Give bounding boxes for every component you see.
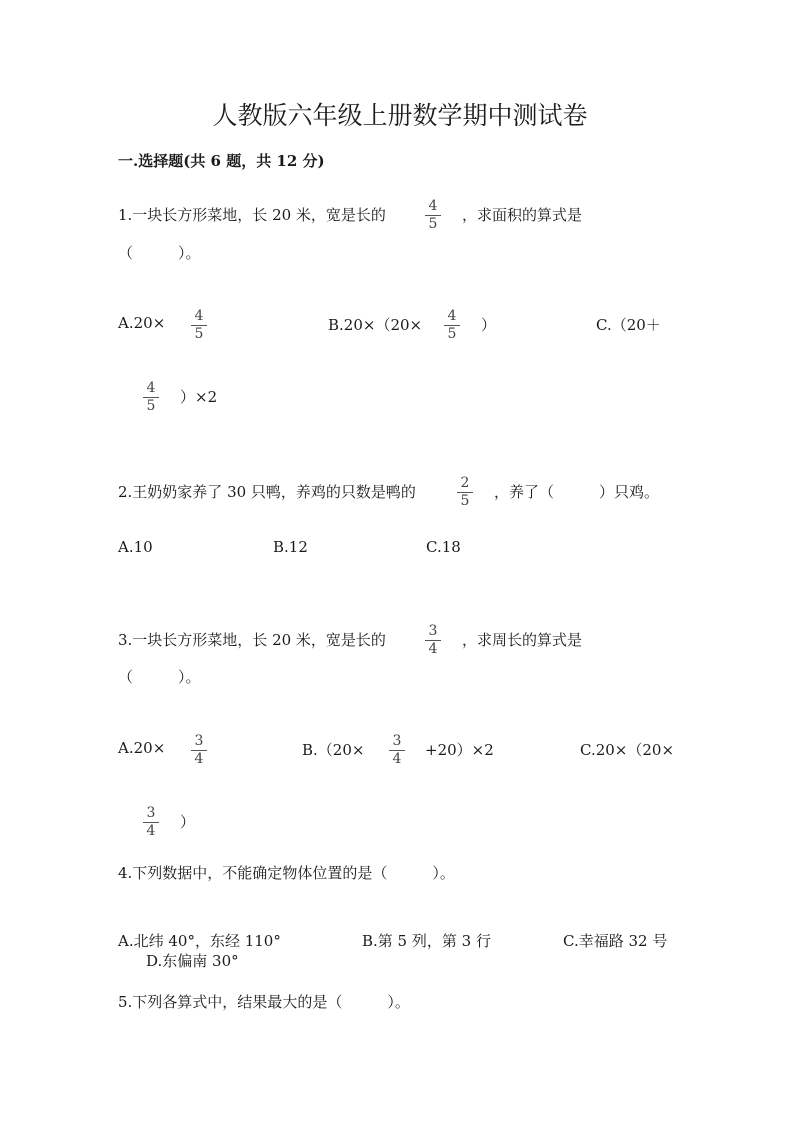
page-title: 人教版六年级上册数学期中测试卷 (212, 101, 588, 130)
q1-stem-fraction (423, 199, 443, 232)
q3-option-b: B.（20× (302, 741, 365, 759)
q3-answer-blank: （ ）。 (118, 668, 201, 686)
section-heading: 一.选择题(共 6 题，共 12 分) (118, 152, 325, 170)
fraction-numerator: 4 (194, 308, 204, 324)
fraction-denominator: 4 (428, 641, 438, 657)
q3-option-c-fraction (141, 806, 161, 839)
fraction-denominator: 4 (194, 751, 204, 767)
q1-option-a-fraction (189, 309, 209, 342)
q1-option-c-fraction (141, 381, 161, 414)
q3-option-a-fraction (189, 734, 209, 767)
q1-option-a: A.20× (118, 314, 166, 332)
q3-option-c: C.20×（20× (580, 741, 675, 759)
q4-option-a: A.北纬 40°，东经 110° (118, 932, 281, 950)
fraction-numerator: 3 (194, 733, 204, 749)
fraction-numerator: 4 (146, 380, 156, 396)
q5-stem: 5.下列各算式中，结果最大的是（ ）。 (118, 993, 410, 1011)
q1-option-b: B.20×（20× (328, 316, 423, 334)
fraction-denominator: 4 (392, 751, 402, 767)
q3-stem-part1: 3.一块长方形菜地，长 20 米，宽是长的 (118, 631, 386, 649)
q1-stem-part1: 1.一块长方形菜地，长 20 米，宽是长的 (118, 206, 386, 224)
q3-stem-part2: ，求周长的算式是 (462, 631, 583, 649)
q2-option-a: A.10 (118, 538, 153, 556)
fraction-denominator: 5 (428, 216, 438, 232)
fraction-denominator: 5 (447, 326, 457, 342)
q1-option-b-end: ） (481, 316, 497, 334)
q4-stem: 4.下列数据中，不能确定物体位置的是（ ）。 (118, 864, 455, 882)
q2-stem-part1: 2.王奶奶家养了 30 只鸭，养鸡的只数是鸭的 (118, 483, 416, 501)
fraction-numerator: 4 (447, 308, 457, 324)
fraction-numerator: 3 (392, 733, 402, 749)
q3-option-c-end: ） (180, 813, 196, 831)
fraction-denominator: 4 (146, 823, 156, 839)
q2-option-b: B.12 (273, 538, 308, 556)
q2-stem-part2: ，养了（ ）只鸡。 (494, 483, 660, 501)
fraction-numerator: 3 (428, 623, 438, 639)
q3-stem-fraction (423, 624, 443, 657)
fraction-numerator: 4 (428, 198, 438, 214)
q1-stem-part2: ，求面积的算式是 (462, 206, 583, 224)
fraction-denominator: 5 (194, 326, 204, 342)
q1-answer-blank: （ ）。 (118, 244, 201, 262)
q4-option-d: D.东偏南 30° (146, 952, 239, 970)
fraction-numerator: 2 (460, 475, 470, 491)
q1-option-b-fraction (442, 309, 462, 342)
q4-option-b: B.第 5 列，第 3 行 (362, 932, 491, 950)
q4-option-c: C.幸福路 32 号 (563, 932, 668, 950)
q1-option-c-end: ）×2 (180, 388, 218, 406)
q1-option-c: C.（20＋ (596, 316, 661, 334)
fraction-denominator: 5 (146, 398, 156, 414)
q3-option-b-fraction (387, 734, 407, 767)
q3-option-a: A.20× (118, 739, 166, 757)
q2-stem-fraction (455, 476, 475, 509)
fraction-denominator: 5 (460, 493, 470, 509)
q2-option-c: C.18 (426, 538, 461, 556)
q3-option-b-end: +20）×2 (425, 741, 494, 759)
fraction-numerator: 3 (146, 805, 156, 821)
